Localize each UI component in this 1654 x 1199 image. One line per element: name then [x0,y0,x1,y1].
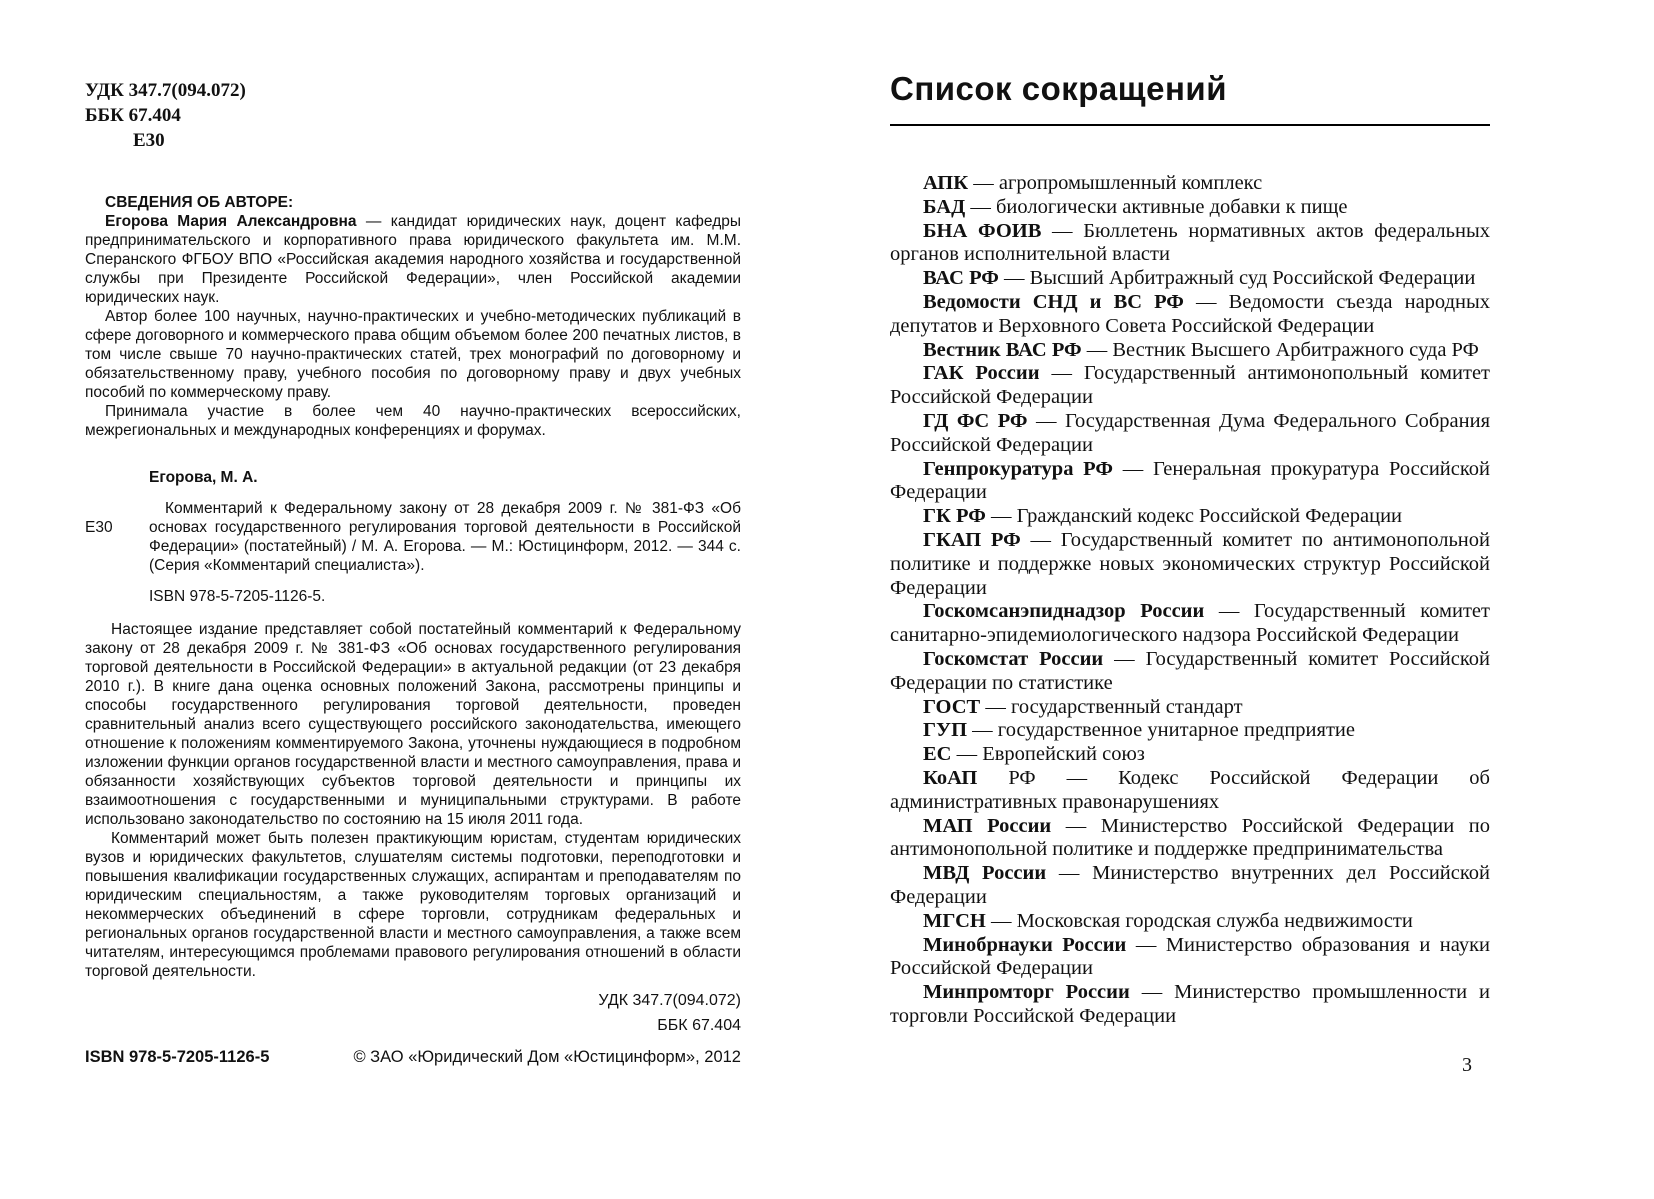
abbreviation-definition: — Государственный комитет санитарно-эпидемиологического надзора Российской Федерации [890,600,1490,647]
abbreviations-title: Список сокращений [890,70,1227,107]
abbreviations-list [890,172,1490,1029]
imprint-bottom-block [85,988,741,1038]
abbreviation-term: ГАК России [923,362,1040,385]
bbk-top-line: ББК 67.404 [85,105,181,126]
left-page-footer [85,1048,741,1067]
abbreviation-entry [890,862,1490,910]
abbreviation-definition: — Министерство внутренних дел Российской Федерации [890,862,1490,908]
right-page [890,70,1490,1029]
imprint-block [85,78,741,153]
abbreviation-entry [890,719,1490,743]
page-number: 3 [1462,1054,1472,1076]
about-author-paragraphs [85,212,741,440]
abbreviation-term: Госкомстат России [923,647,1104,670]
abbreviation-term: Генпрокуратура РФ [923,457,1113,480]
abbreviation-term: БНА ФОИВ [923,219,1042,242]
abbreviation-term: Госкомсанэпиднадзор России [923,600,1205,623]
abbreviation-definition: — Гражданский кодекс Российской Федерации [990,505,1403,528]
abbreviation-definition: — Европейский союз [956,743,1145,766]
abbreviation-term: Минобрнауки России [923,933,1127,956]
about-paragraph-text: Автор более 100 научных, научно-практических и учебно-методических публикаций в сфере договорного и коммерческого права общим объемом более 200 печатных листов, в том числе свыше 70 научно-практических статей, трех монографий по договорному и обязательственному праву, учебного пособия по договорному праву и двух учебных пособий по коммерческому праву. [85,308,741,401]
abbreviation-entry [890,172,1490,196]
catalog-author: Егорова, М. А. [149,469,258,486]
about-paragraph-lead: Егорова Мария Александровна [105,213,357,230]
abbreviation-definition: — Вестник Высшего Арбитражного суда РФ [1086,338,1479,361]
abbreviation-entry [890,600,1490,648]
abbreviation-entry [890,934,1490,982]
bbk-bottom-line: ББК 67.404 [657,1017,741,1034]
abbreviation-entry [890,220,1490,268]
abbreviation-term: ГУП [923,719,968,742]
about-paragraph-text: Принимала участие в более чем 40 научно-практических всероссийских, межрегиональных и международных конференциях и форумах. [85,403,741,439]
abbreviation-definition: РФ — Кодекс Российской Федерации об административных правонарушениях [890,766,1490,813]
abbreviation-definition: — Государственный комитет Российской Федерации по статистике [890,647,1491,694]
about-paragraph-text: — кандидат юридических наук, доцент кафедры предпринимательского и корпоративного права юридического факультета им. М.М. Сперанского ФГБОУ ВПО «Российская академия народного хозяйства и государственной службы при Президенте Российской Федерации», член Российской академии юридических наук. [85,213,741,306]
abbreviation-definition: — Ведомости съезда народных депутатов и Верховного Совета Российской Федерации [890,290,1491,337]
abbreviation-entry [890,505,1490,529]
abbreviation-definition: — Министерство Российской Федерации по антимонопольной политике и поддержке предпринимательства [890,814,1490,861]
abbreviation-definition: — агропромышленный комплекс [973,172,1263,194]
abbreviation-entry [890,743,1490,767]
annotation-paragraph: Комментарий может быть полезен практикующим юристам, студентам юридических вузов и юридических факультетов, слушателям системы подготовки, переподготовки и повышения квалификации государственных служащих, аспирантам и преподавателям по юридическим специальностям, а также руководителям торговых организаций и некоммерческих объединений в сфере торговли, сотрудникам федеральных и региональных органов государственной власти и местного самоуправления, а также всем читателям, интересующимся проблемами правового регулирования отношений в области торговой деятельности. [85,830,741,980]
abbreviation-definition: — Министерство образования и науки Российской Федерации [890,933,1491,980]
udk-bottom-line: УДК 347.7(094.072) [598,992,741,1009]
abbreviation-term: МАП России [923,814,1052,837]
about-paragraph [85,212,741,307]
abbreviation-term: ЕС [923,743,952,766]
abbreviation-term: ГКАП РФ [923,528,1021,551]
catalog-body [149,468,741,606]
abbreviation-term: Ведомости СНД и ВС РФ [923,290,1184,313]
title-rule [890,124,1490,126]
abbreviation-term: ВАС РФ [923,267,999,290]
left-page [85,78,741,981]
abbreviation-term: АПК [923,172,969,194]
catalog-card [85,468,741,606]
abbreviation-definition: — государственное унитарное предприятие [972,719,1355,742]
abbreviation-entry [890,410,1490,458]
about-author-heading: СВЕДЕНИЯ ОБ АВТОРЕ: [105,194,294,211]
about-author-section [85,193,741,440]
footer-isbn: ISBN 978-5-7205-1126-5 [85,1048,270,1066]
catalog-code: Е30 [85,519,113,536]
footer-copyright: © ЗАО «Юридический Дом «Юстицинформ», 2012 [353,1048,741,1066]
abbreviation-entry [890,696,1490,720]
abbreviation-entry [890,767,1490,815]
abbreviation-term: ГД ФС РФ [923,409,1028,432]
abbreviation-term: Вестник ВАС РФ [923,338,1082,361]
abbreviation-entry [890,648,1490,696]
abbreviation-definition: — Бюллетень нормативных актов федеральных органов исполнительной власти [890,219,1490,266]
abbreviation-entry [890,339,1490,363]
udk-top-line: УДК 347.7(094.072) [85,80,246,101]
abbreviation-definition: — Государственный антимонопольный комитет Российской Федерации [890,362,1491,409]
abbreviation-definition: — Высший Арбитражный суд Российской Федерации [1004,267,1476,290]
abbreviation-term: Минпромторг России [923,981,1130,1004]
abbreviation-entry [890,910,1490,934]
abbreviation-entry [890,529,1490,600]
abbreviation-definition: — Государственная Дума Федерального Собрания Российской Федерации [890,409,1490,456]
abbreviation-definition: — Генеральная прокуратура Российской Федерации [890,457,1490,504]
abbreviation-entry [890,981,1490,1029]
about-paragraph [85,402,741,440]
about-paragraph [85,307,741,402]
abbreviation-definition: — Министерство промышленности и торговли Российской Федерации [890,981,1490,1027]
catalog-isbn: ISBN 978-5-7205-1126-5. [149,588,326,605]
abbreviation-term: ГОСТ [923,695,981,718]
abbreviation-entry [890,815,1490,863]
annotation-paragraph: Настоящее издание представляет собой постатейный комментарий к Федеральному закону от 28 декабря 2009 г. № 381-ФЗ «Об основах государственного регулирования торговой деятельности в Российской Федерации» в актуальной редакции (от 23 декабря 2010 г.). В книге дана оценка основных положений Закона, рассмотрены принципы и способы государственного регулирования торговой деятельности, проведен сравнительный анализ всего существующего российского законодательства, имеющего отношение к положениям комментируемого Закона, уточнены нуждающиеся в подробном изложении функции органов государственной власти и местного самоуправления, права и обязанности хозяйствующих субъектов торговой деятельности и принципы их взаимоотношения с государственными и муниципальными структурами. В работе использовано законодательство по состоянию на 15 июля 2011 года. [85,621,741,828]
abbreviation-entry [890,196,1490,220]
abbreviation-term: МГСН [923,909,986,932]
abbreviation-definition: — Государственный комитет по антимонопольной политике и поддержке новых экономических структур Российской Федерации [890,528,1490,599]
abbreviation-entry [890,291,1490,339]
abbreviation-definition: — государственный стандарт [985,695,1243,718]
abbreviation-entry [890,458,1490,506]
abbreviation-term: МВД России [923,862,1047,885]
abbreviation-entry [890,267,1490,291]
abbreviation-entry [890,362,1490,410]
e30-top-line: Е30 [133,130,165,151]
abbreviation-term: БАД [923,195,966,218]
abbreviation-definition: — Московская городская служба недвижимости [991,909,1413,932]
annotation-section [85,620,741,981]
abbreviation-definition: — биологически активные добавки к пище [970,195,1348,218]
catalog-entry: Комментарий к Федеральному закону от 28 декабря 2009 г. № 381-ФЗ «Об основах государственного регулирования торговой деятельности в Российской Федерации» (постатейный) / М. А. Егорова. — М.: Юстицинформ, 2012. — 344 с. (Серия «Комментарий специалиста»). [149,500,741,574]
abbreviation-term: ГК РФ [923,505,986,528]
abbreviation-term: КоАП [923,766,978,789]
